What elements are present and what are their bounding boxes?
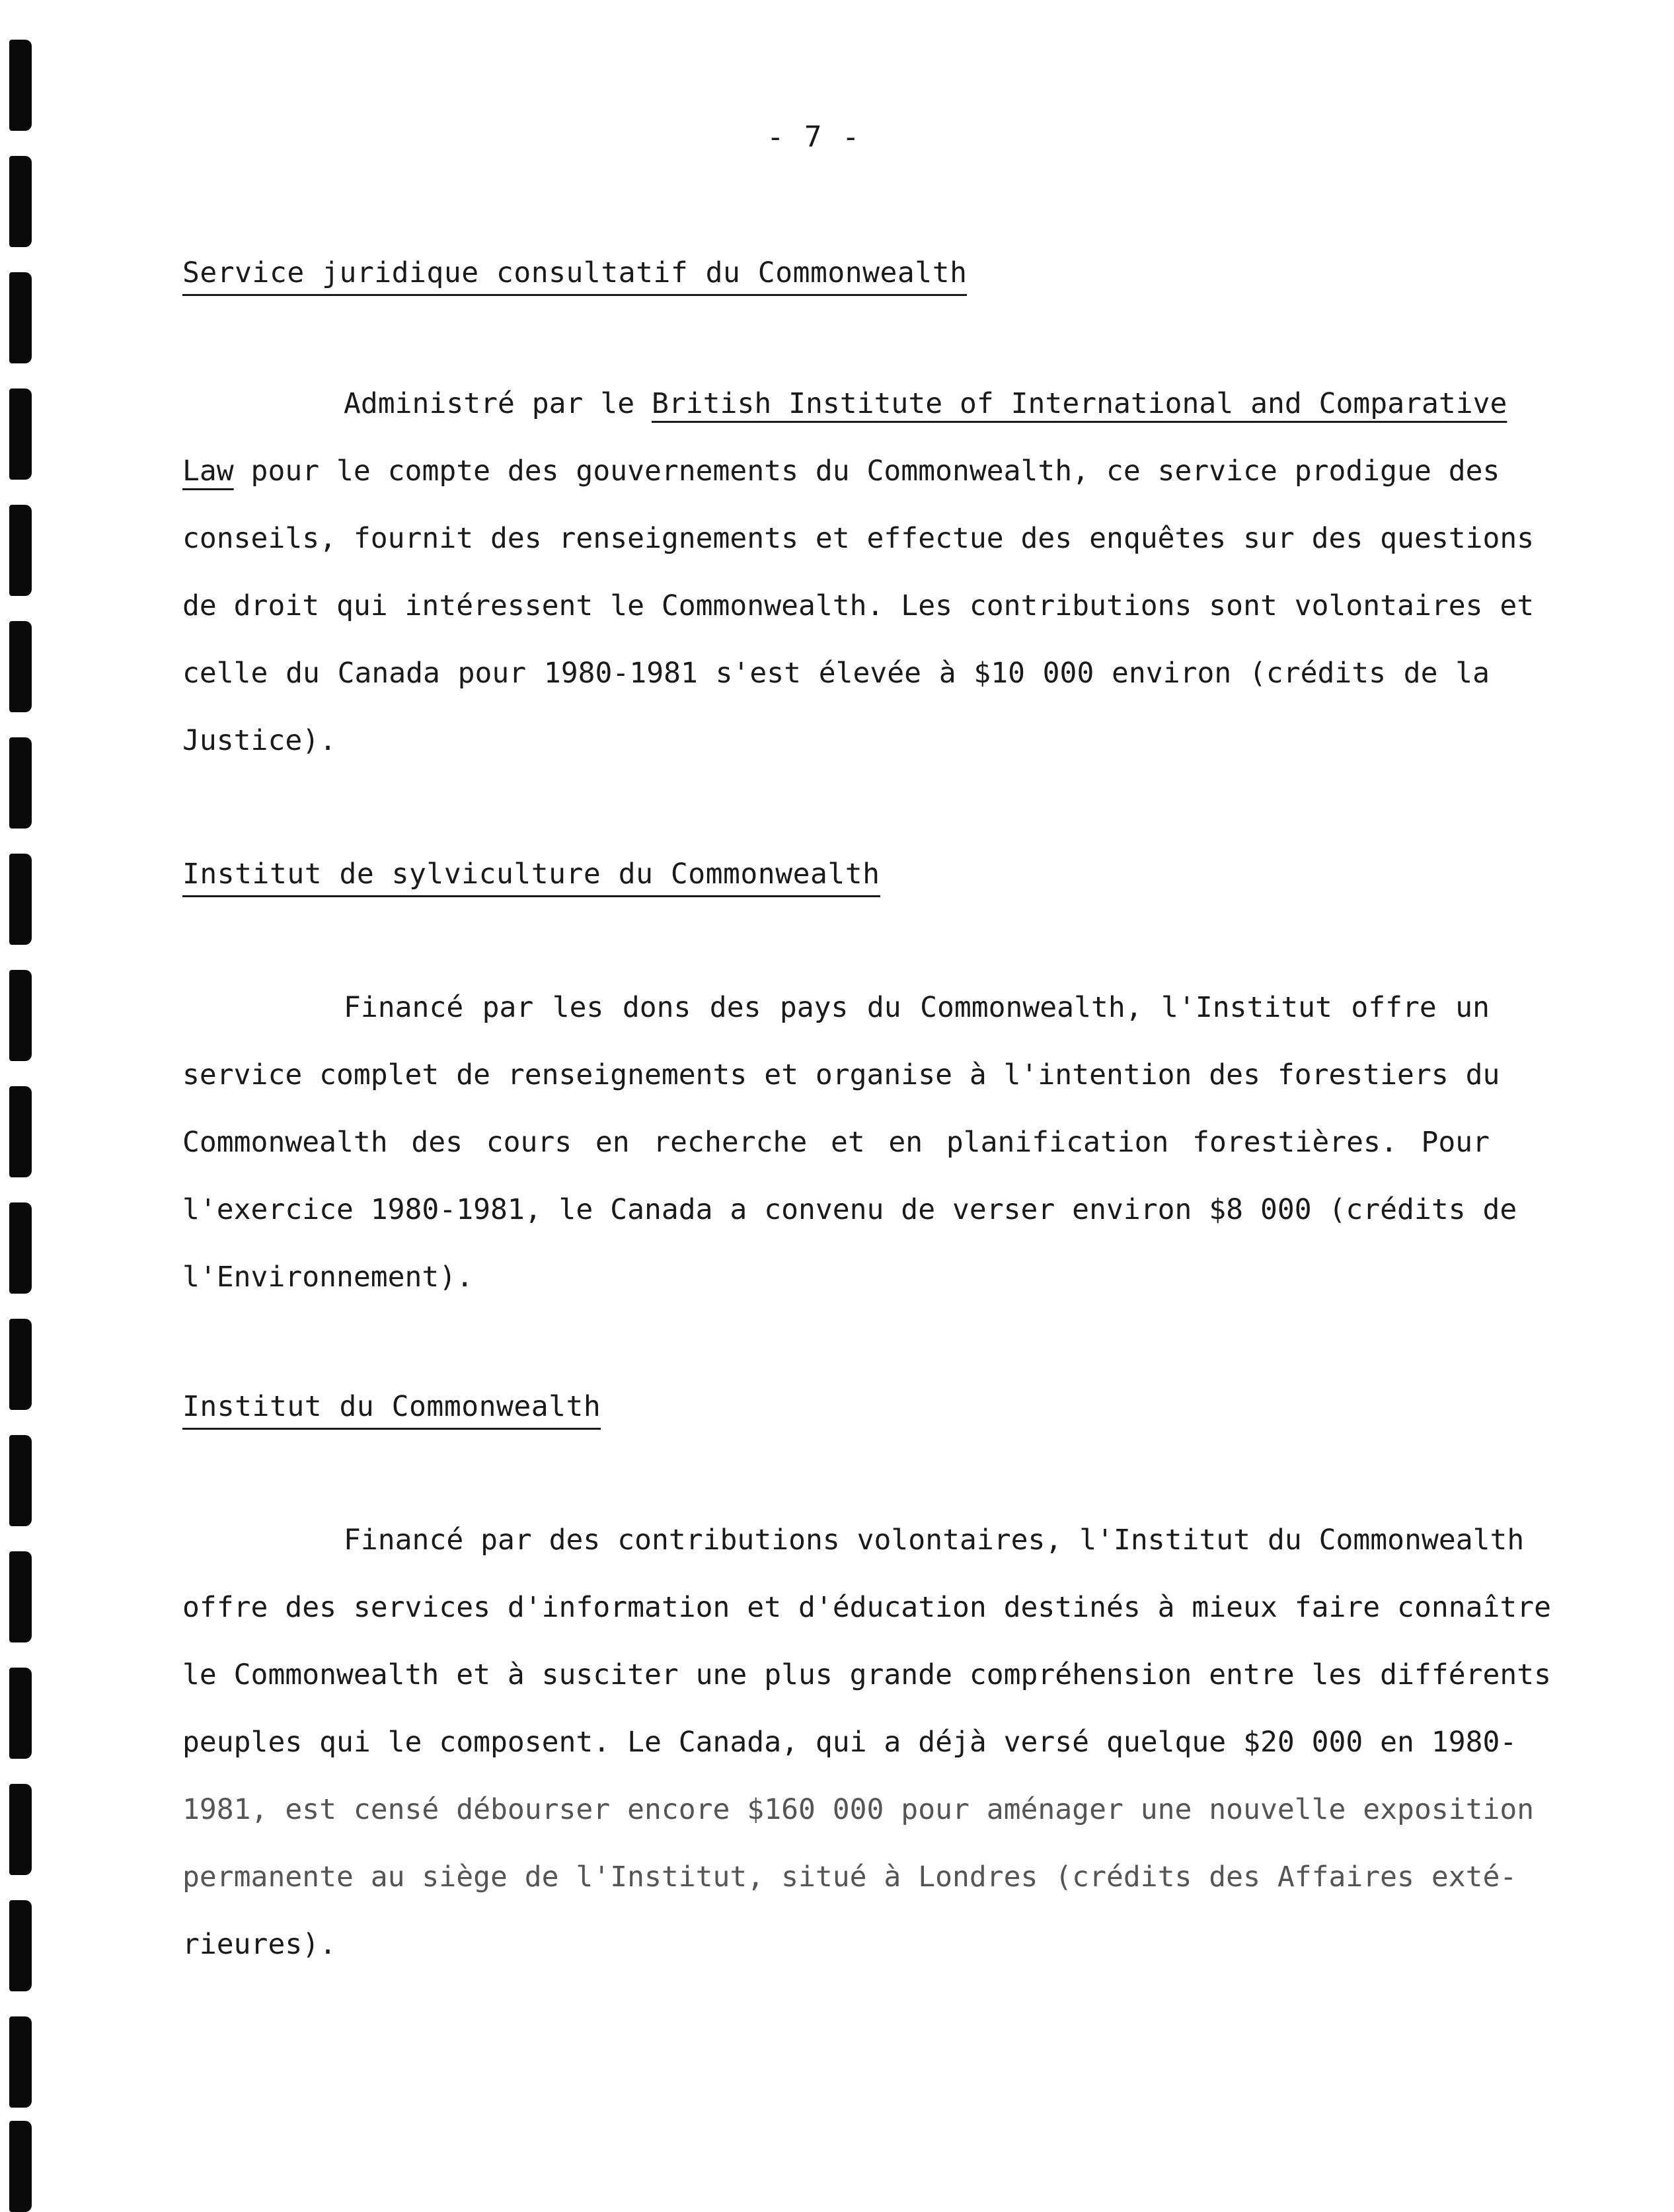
punch-hole	[9, 1784, 32, 1875]
section-heading-commonwealth-institute: Institut du Commonwealth	[182, 1393, 601, 1430]
punch-hole	[9, 388, 32, 480]
punch-hole	[9, 1086, 32, 1177]
paragraph-line: conseils, fournit des renseignements et effectue des enquêtes sur des questions	[182, 522, 1535, 555]
punch-hole	[9, 1435, 32, 1526]
text-run: Administré par le	[344, 387, 652, 420]
binding-holes	[9, 40, 36, 2194]
paragraph-line: Financé par des contributions volontaires, l'Institut du Commonwealth	[344, 1524, 1525, 1557]
text-run: pour le compte des gouvernements du Commonwealth, ce service prodigue des	[233, 455, 1500, 488]
punch-hole	[9, 854, 32, 945]
paragraph-line: de droit qui intéressent le Commonwealth. Les contributions sont volontaires et	[182, 589, 1535, 622]
section-heading-forestry-institute: Institut de sylviculture du Commonwealth	[182, 860, 880, 897]
institute-name-underlined: Law	[182, 455, 234, 488]
punch-hole	[9, 621, 32, 712]
punch-hole	[9, 1319, 32, 1410]
paragraph-line: Justice).	[182, 724, 336, 757]
paragraph-line: l'Environnement).	[182, 1261, 474, 1294]
paragraph-line: offre des services d'information et d'éducation destinés à mieux faire connaître	[182, 1591, 1552, 1624]
paragraph-line: rieures).	[182, 1928, 336, 1961]
punch-hole	[9, 970, 32, 1061]
punch-hole	[9, 1551, 32, 1642]
institute-name-underlined: British Institute of International and Comparative	[652, 387, 1507, 420]
page-number: - 7 -	[767, 120, 861, 154]
paragraph-line: peuples qui le composent. Le Canada, qui a déjà versé quelque $20 000 en 1980-	[182, 1726, 1517, 1759]
punch-hole	[9, 1202, 32, 1294]
punch-hole	[9, 2016, 32, 2108]
punch-hole	[9, 1900, 32, 1991]
paragraph-line	[344, 387, 1507, 420]
paragraph-line: permanente au siège de l'Institut, situé à Londres (crédits des Affaires exté-	[182, 1861, 1517, 1894]
punch-hole	[9, 505, 32, 596]
paragraph-line: service complet de renseignements et organise à l'intention des forestiers du	[182, 1058, 1500, 1091]
punch-hole	[9, 1668, 32, 1759]
paragraph-line	[182, 455, 1500, 488]
paragraph-line: le Commonwealth et à susciter une plus grande compréhension entre les différents	[182, 1658, 1552, 1691]
punch-hole	[9, 272, 32, 363]
punch-hole	[9, 156, 32, 247]
punch-hole	[9, 737, 32, 829]
paragraph-line: 1981, est censé débourser encore $160 000 pour aménager une nouvelle exposition	[182, 1793, 1535, 1826]
paragraph-line: celle du Canada pour 1980-1981 s'est élevée à $10 000 environ (crédits de la	[182, 657, 1490, 690]
paragraph-line: Financé par les dons des pays du Commonwealth, l'Institut offre un	[344, 991, 1490, 1024]
punch-hole	[9, 40, 32, 131]
paragraph-line: Commonwealth des cours en recherche et en planification forestières. Pour	[182, 1126, 1490, 1159]
section-heading-legal-service: Service juridique consultatif du Commonwealth	[182, 259, 967, 296]
punch-hole	[9, 2121, 32, 2212]
paragraph-line: l'exercice 1980-1981, le Canada a convenu de verser environ $8 000 (crédits de	[182, 1193, 1517, 1226]
